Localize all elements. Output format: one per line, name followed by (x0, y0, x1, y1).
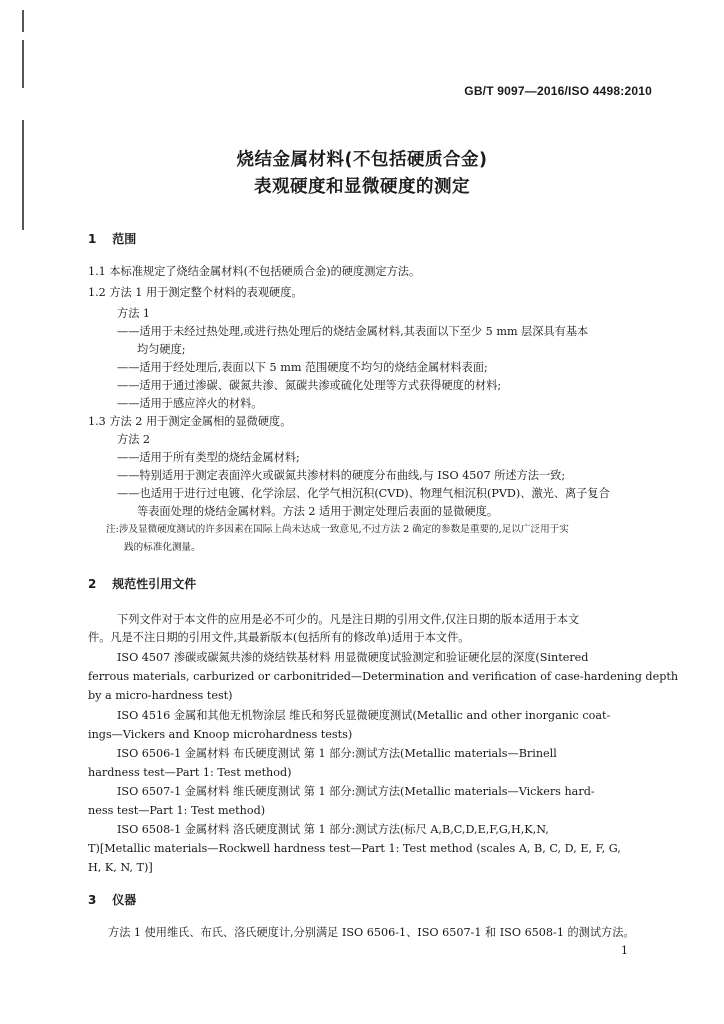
reference-entry-continuation: ings—Vickers and Knoop microhardness tests) (88, 728, 353, 741)
binding-mark (22, 10, 24, 32)
list-item-continuation: 均匀硬度; (137, 343, 186, 356)
list-item: ——也适用于进行过电镀、化学涂层、化学气相沉积(CVD)、物理气相沉积(PVD)、激光、离子复合 (117, 487, 610, 500)
note-continuation: 践的标准化测量。 (124, 542, 201, 553)
paragraph-line: 件。凡是不注日期的引用文件,其最新版本(包括所有的修改单)适用于本文件。 (88, 631, 470, 644)
section-number: 2 (88, 577, 97, 591)
note: 注:涉及显微硬度测试的许多因素在国际上尚未达成一致意见,不过方法 2 确定的参数是重要的,足以广泛用于实 (106, 524, 569, 535)
standard-code: GB/T 9097—2016/ISO 4498:2010 (464, 84, 652, 98)
list-item-continuation: 等表面处理的烧结金属材料。方法 2 适用于测定处理后表面的显微硬度。 (137, 505, 499, 518)
section-number: 1 (88, 232, 97, 246)
method-label: 方法 2 (117, 433, 151, 446)
method-label: 方法 1 (117, 307, 151, 320)
section-title: 规范性引用文件 (112, 577, 197, 591)
list-item: ——适用于通过渗碳、碳氮共渗、氮碳共渗或硫化处理等方式获得硬度的材料; (117, 379, 502, 392)
section-heading (88, 230, 136, 247)
list-item: ——适用于感应淬火的材料。 (117, 397, 263, 410)
reference-entry: ISO 6508-1 金属材料 洛氏硬度测试 第 1 部分:测试方法(标尺 A,B,C,D,E,F,G,H,K,N, (117, 823, 549, 836)
list-item: ——适用于所有类型的烧结金属材料; (117, 451, 300, 464)
list-item: ——适用于经处理后,表面以下 5 mm 范围硬度不均匀的烧结金属材料表面; (117, 361, 488, 374)
reference-entry: ISO 6506-1 金属材料 布氏硬度测试 第 1 部分:测试方法(Metallic materials—Brinell (117, 747, 557, 760)
paragraph-line: 下列文件对于本文件的应用是必不可少的。凡是注日期的引用文件,仅注日期的版本适用于本文 (117, 613, 580, 626)
page-number: 1 (621, 944, 628, 957)
reference-entry-continuation: ferrous materials, carburized or carbonitrided—Determination and verification of case-hardening depth (88, 670, 679, 683)
clause-1-3: 1.3 方法 2 用于测定金属相的显微硬度。 (88, 415, 292, 428)
reference-entry-continuation: ness test—Part 1: Test method) (88, 804, 266, 817)
reference-entry: ISO 4516 金属和其他无机物涂层 维氏和努氏显微硬度测试(Metallic and other inorganic coat- (117, 709, 611, 722)
paragraph-line: 方法 1 使用维氏、布氏、洛氏硬度计,分别满足 ISO 6506-1、ISO 6507-1 和 ISO 6508-1 的测试方法。 (108, 926, 635, 939)
section-heading (88, 575, 196, 592)
section-heading (88, 891, 136, 908)
list-item: ——特别适用于测定表面淬火或碳氮共渗材料的硬度分布曲线,与 ISO 4507 所述方法一致; (117, 469, 566, 482)
section-number: 3 (88, 893, 97, 907)
document-title-line1: 烧结金属材料(不包括硬质合金) (236, 150, 488, 170)
clause-1-1: 1.1 本标准规定了烧结金属材料(不包括硬质合金)的硬度测定方法。 (88, 265, 421, 278)
section-title: 仪器 (112, 893, 137, 907)
reference-entry-continuation: by a micro-hardness test) (88, 689, 233, 702)
document-title-line2: 表观硬度和显微硬度的测定 (254, 177, 470, 197)
reference-entry: ISO 4507 渗碳或碳氮共渗的烧结铁基材料 用显微硬度试验测定和验证硬化层的深度(Sintered (117, 651, 589, 664)
binding-mark (22, 40, 24, 88)
list-item: ——适用于未经过热处理,或进行热处理后的烧结金属材料,其表面以下至少 5 mm 层深具有基本 (117, 325, 589, 338)
reference-entry: ISO 6507-1 金属材料 维氏硬度测试 第 1 部分:测试方法(Metallic materials—Vickers hard- (117, 785, 595, 798)
reference-entry-continuation: hardness test—Part 1: Test method) (88, 766, 292, 779)
reference-entry-continuation: H, K, N, T)] (88, 861, 153, 874)
reference-entry-continuation: T)[Metallic materials—Rockwell hardness test—Part 1: Test method (scales A, B, C, D, E, F, G, (88, 842, 621, 855)
clause-1-2: 1.2 方法 1 用于测定整个材料的表观硬度。 (88, 286, 303, 299)
section-title: 范围 (112, 232, 137, 246)
